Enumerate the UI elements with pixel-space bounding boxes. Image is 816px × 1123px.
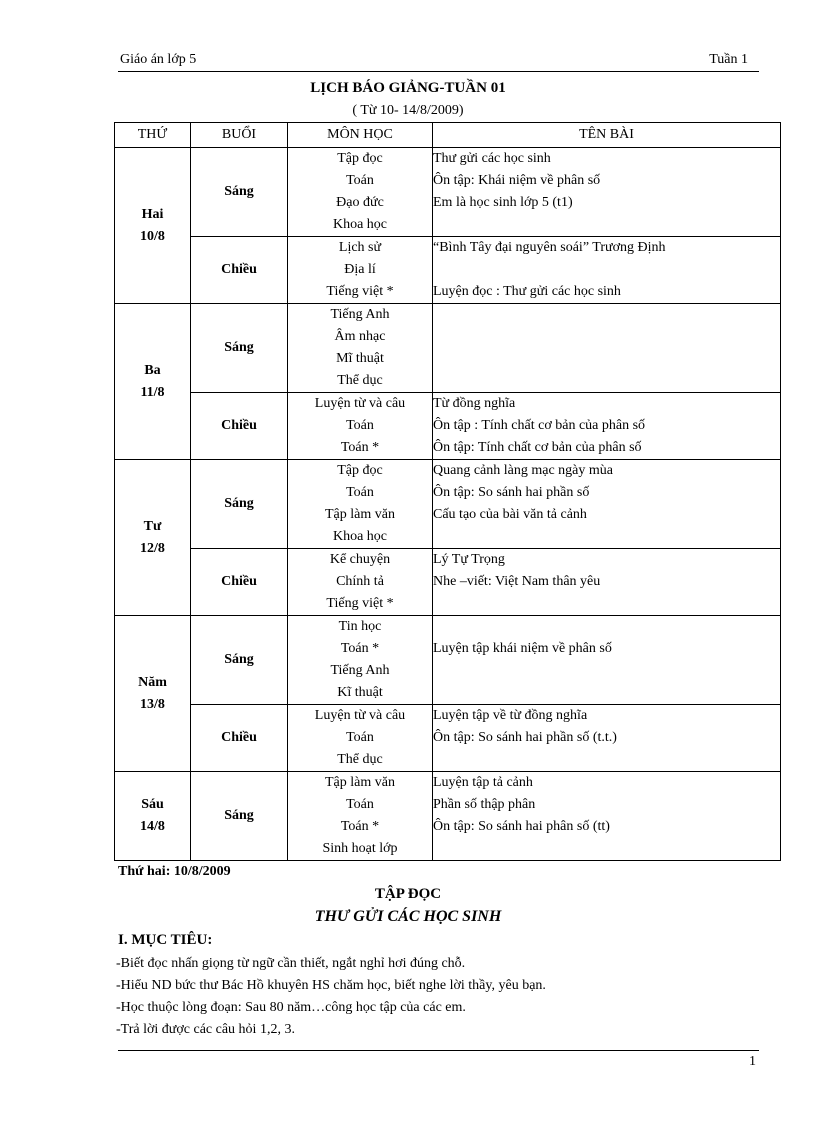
day-cell xyxy=(115,304,191,460)
table-row xyxy=(115,705,781,772)
session-cell: Sáng xyxy=(191,460,288,549)
subject-item: Tập đọc xyxy=(337,151,383,166)
lessons-cell xyxy=(433,304,781,393)
day-cell xyxy=(115,148,191,304)
lesson-item: Ôn tập: So sánh hai phân số (tt) xyxy=(433,819,610,834)
subject-item: Toán xyxy=(346,797,374,812)
day-name: Sáu xyxy=(141,797,164,812)
day-cell xyxy=(115,460,191,616)
subject-item: Tiếng Anh xyxy=(330,307,390,322)
session-cell: Sáng xyxy=(191,304,288,393)
lesson-item: Luyện tập tả cảnh xyxy=(433,775,533,790)
subject-item: Sinh hoạt lớp xyxy=(322,841,398,856)
table-row xyxy=(115,616,781,705)
subject-item: Tiếng việt * xyxy=(326,284,394,299)
subjects-cell xyxy=(288,549,433,616)
subject-item: Tập đọc xyxy=(337,463,383,478)
schedule-table xyxy=(114,122,781,861)
lesson-item: Nhe –viết: Việt Nam thân yêu xyxy=(433,574,601,589)
subject-item: Toán xyxy=(346,418,374,433)
page-subtitle: ( Từ 10- 14/8/2009) xyxy=(352,103,464,118)
subjects-cell xyxy=(288,772,433,861)
subjects-cell xyxy=(288,393,433,460)
table-row xyxy=(115,549,781,616)
lesson-item: Luyện tập về từ đồng nghĩa xyxy=(433,708,588,723)
section-title: TẬP ĐỌC xyxy=(374,886,442,902)
session-cell: Sáng xyxy=(191,772,288,861)
table-row xyxy=(115,237,781,304)
lessons-cell xyxy=(433,772,781,861)
lesson-item xyxy=(433,682,780,704)
subject-item: Đạo đức xyxy=(336,195,384,210)
subject-item: Toán xyxy=(346,730,374,745)
subject-item: Âm nhạc xyxy=(334,329,386,344)
lesson-item: Phần số thập phân xyxy=(433,797,536,812)
session-cell: Chiều xyxy=(191,549,288,616)
subject-item: Khoa học xyxy=(332,529,388,544)
subject-item: Địa lí xyxy=(344,262,376,277)
lesson-item xyxy=(433,348,780,370)
subject-item: Mĩ thuật xyxy=(336,351,384,366)
lesson-title: THƯ GỬI CÁC HỌC SINH xyxy=(314,908,502,925)
lesson-item: Thư gửi các học sinh xyxy=(433,151,551,166)
table-row xyxy=(115,148,781,237)
lesson-item: Cấu tạo của bài văn tả cảnh xyxy=(433,507,587,522)
lesson-item xyxy=(433,259,780,281)
header-divider xyxy=(118,71,759,72)
date-line: Thứ hai: 10/8/2009 xyxy=(118,864,231,879)
day-name: Năm xyxy=(138,674,167,690)
subjects-cell xyxy=(288,705,433,772)
subject-item: Thể dục xyxy=(337,752,383,767)
subject-item: Toán xyxy=(346,173,374,188)
lessons-cell xyxy=(433,237,781,304)
lessons-cell xyxy=(433,616,781,705)
objective-item: -Học thuộc lòng đoạn: Sau 80 năm…công học tập của các em. xyxy=(116,1000,466,1015)
subject-item: Toán xyxy=(346,485,374,500)
day-date: 13/8 xyxy=(140,696,165,712)
subject-item: Tin học xyxy=(338,619,382,634)
day-name: Hai xyxy=(141,206,164,222)
col-header-session: BUỔI xyxy=(191,123,288,148)
session-cell: Sáng xyxy=(191,616,288,705)
day-date: 10/8 xyxy=(140,228,165,244)
lessons-cell xyxy=(433,393,781,460)
lesson-item: Ôn tập : Tính chất cơ bản của phân số xyxy=(433,418,646,433)
lesson-item: Lý Tự Trọng xyxy=(433,552,505,567)
col-header-subject: MÔN HỌC xyxy=(288,123,433,148)
lesson-item: Em là học sinh lớp 5 (t1) xyxy=(433,195,573,210)
lesson-item: Luyện tập khái niệm về phân số xyxy=(433,641,612,656)
lesson-item: Ôn tập: Khái niệm về phân số xyxy=(433,173,601,188)
subject-item: Chính tả xyxy=(336,574,384,589)
lesson-item xyxy=(433,616,780,638)
day-cell xyxy=(115,772,191,861)
col-header-day: THỨ xyxy=(115,123,191,148)
subject-item: Tiếng việt * xyxy=(326,596,394,611)
subject-item: Toán * xyxy=(340,641,380,656)
subject-item: Lịch sử xyxy=(338,240,382,255)
header-left: Giáo án lớp 5 xyxy=(120,52,197,67)
day-date: 12/8 xyxy=(140,540,165,556)
lesson-item: “Bình Tây đại nguyên soái” Trương Định xyxy=(433,240,666,255)
session-cell: Chiều xyxy=(191,393,288,460)
day-name: Ba xyxy=(144,362,161,378)
lesson-item: Ôn tập: Tính chất cơ bản của phân số xyxy=(433,440,642,455)
lesson-item xyxy=(433,214,780,236)
subject-item: Tập làm văn xyxy=(325,775,395,790)
lessons-cell xyxy=(433,549,781,616)
table-header-row xyxy=(115,123,781,148)
session-cell: Chiều xyxy=(191,237,288,304)
objective-item: -Hiểu ND bức thư Bác Hồ khuyên HS chăm học, biết nghe lời thầy, yêu bạn. xyxy=(116,978,546,993)
table-row xyxy=(115,304,781,393)
lesson-item: Quang cảnh làng mạc ngày mùa xyxy=(433,463,613,478)
subjects-cell xyxy=(288,460,433,549)
table-row xyxy=(115,772,781,861)
page-number: 1 xyxy=(749,1054,756,1069)
subject-item: Luyện từ và câu xyxy=(314,708,406,723)
table-row xyxy=(115,460,781,549)
lesson-item xyxy=(433,304,780,326)
objectives-heading: I. MỤC TIÊU: xyxy=(118,932,213,948)
lesson-item: Ôn tập: So sánh hai phần số xyxy=(433,485,590,500)
lesson-item xyxy=(433,526,780,548)
day-date: 11/8 xyxy=(140,384,165,400)
session-cell: Sáng xyxy=(191,148,288,237)
subject-item: Tập làm văn xyxy=(325,507,395,522)
lesson-item xyxy=(433,593,780,615)
page-title: LỊCH BÁO GIẢNG-TUẦN 01 xyxy=(310,80,506,96)
lesson-item xyxy=(433,749,780,771)
day-name: Tư xyxy=(143,518,162,534)
lesson-item xyxy=(433,326,780,348)
lesson-item: Từ đồng nghĩa xyxy=(433,396,516,411)
lesson-item: Ôn tập: So sánh hai phần số (t.t.) xyxy=(433,730,617,745)
day-cell xyxy=(115,616,191,772)
subject-item: Khoa học xyxy=(332,217,388,232)
subject-item: Kể chuyện xyxy=(329,552,391,567)
table-row xyxy=(115,393,781,460)
subject-item: Toán * xyxy=(340,819,380,834)
lessons-cell xyxy=(433,460,781,549)
footer-divider xyxy=(118,1050,759,1051)
subjects-cell xyxy=(288,616,433,705)
subject-item: Toán * xyxy=(340,440,380,455)
lessons-cell xyxy=(433,148,781,237)
lesson-item xyxy=(433,838,780,860)
subject-item: Kĩ thuật xyxy=(337,685,383,700)
day-date: 14/8 xyxy=(140,819,165,834)
header-right: Tuần 1 xyxy=(709,52,748,67)
lesson-item xyxy=(433,660,780,682)
session-cell: Chiều xyxy=(191,705,288,772)
subjects-cell xyxy=(288,237,433,304)
objective-item: -Biết đọc nhấn giọng từ ngữ cần thiết, ngắt nghỉ hơi đúng chỗ. xyxy=(116,956,466,971)
subject-item: Thể dục xyxy=(337,373,383,388)
col-header-lesson: TÊN BÀI xyxy=(433,123,781,148)
lessons-cell xyxy=(433,705,781,772)
subjects-cell xyxy=(288,148,433,237)
objective-item: -Trả lời được các câu hỏi 1,2, 3. xyxy=(116,1022,295,1037)
subjects-cell xyxy=(288,304,433,393)
lesson-item xyxy=(433,370,780,392)
subject-item: Tiếng Anh xyxy=(330,663,390,678)
lesson-item: Luyện đọc : Thư gửi các học sinh xyxy=(433,284,621,299)
subject-item: Luyện từ và câu xyxy=(314,396,406,411)
